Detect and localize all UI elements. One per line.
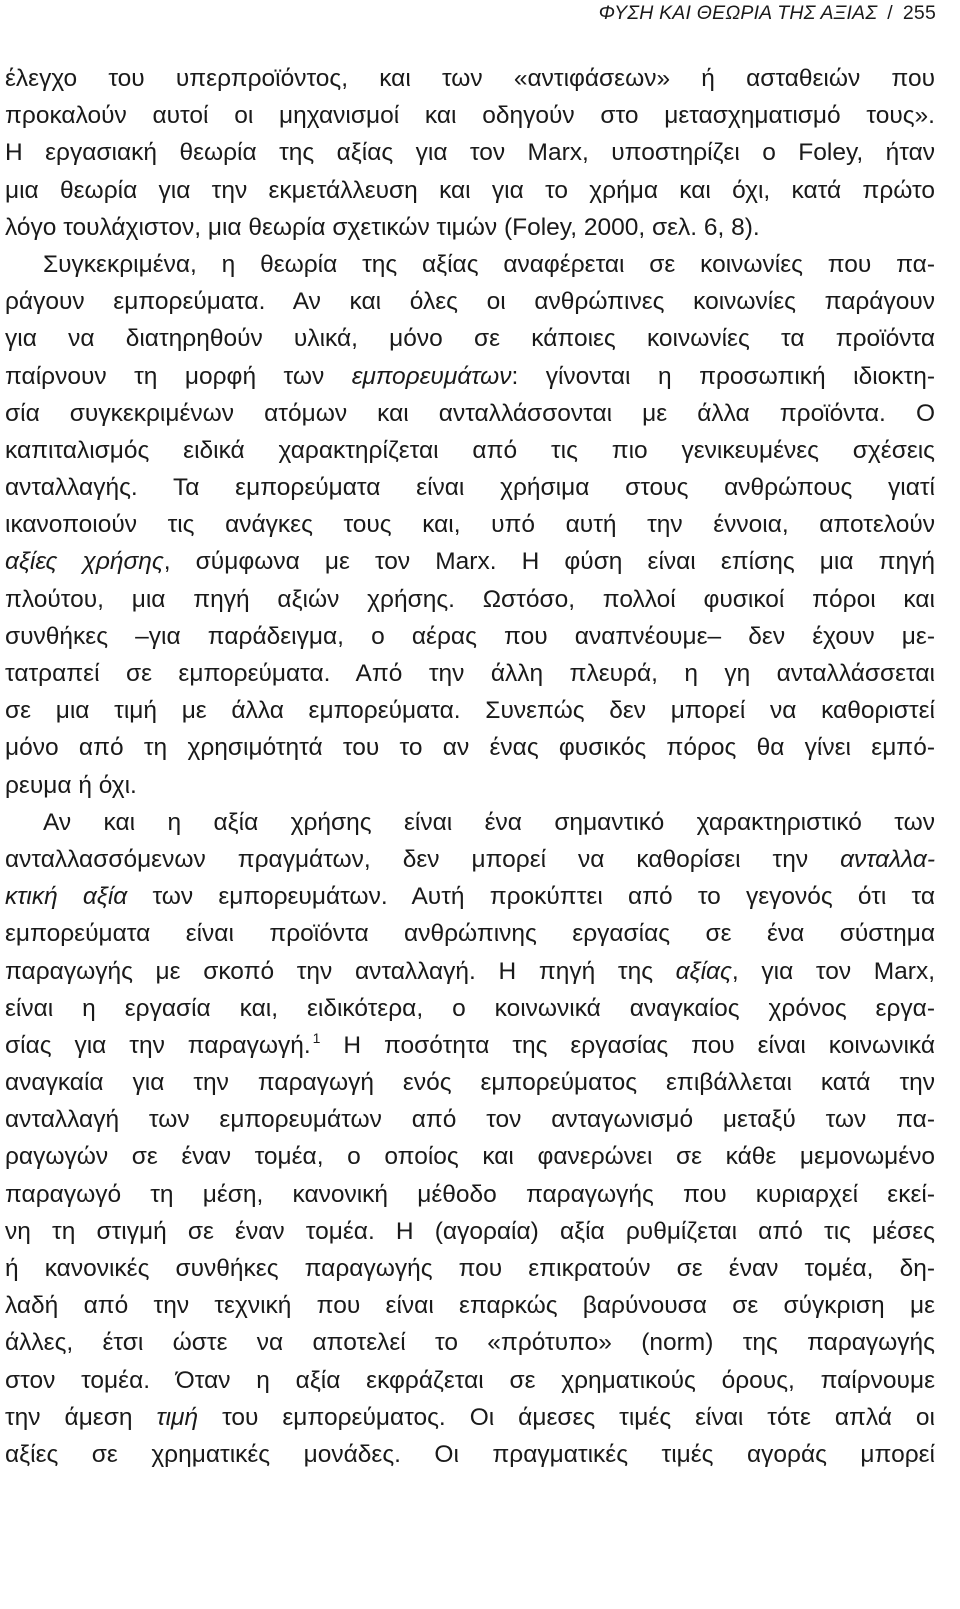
text-segment: πλούτου, μια πηγή αξιών χρήσης. Ωστόσο, πολλοί φυσικοί πόροι και	[5, 585, 935, 613]
text-line	[5, 1027, 935, 1064]
running-title: ΦΥΣΗ ΚΑΙ ΘΕΩΡΙΑ ΤΗΣ ΑΞΙΑΣ	[598, 2, 878, 24]
text-line	[5, 506, 935, 543]
footnote-marker: 1	[312, 1029, 321, 1046]
text-segment: Η εργασιακή θεωρία της αξίας για τον Marx, υποστηρίζει ο Foley, ήταν	[5, 139, 935, 167]
text-segment: ράγουν εμπορεύματα. Αν και όλες οι ανθρώπινες κοινωνίες παράγουν	[5, 288, 935, 316]
text-line	[5, 395, 935, 432]
text-line	[5, 1213, 935, 1250]
text-segment: σε μια τιμή με άλλα εμπορεύματα. Συνεπώς δεν μπορεί να καθοριστεί	[5, 697, 935, 725]
text-segment: αναγκαία για την παραγωγή ενός εμπορεύματος επιβάλλεται κατά την	[5, 1069, 935, 1097]
text-segment: είναι η εργασία και, ειδικότερα, ο κοινωνικά αναγκαίος χρόνος εργα-	[5, 994, 935, 1022]
text-line	[5, 246, 935, 283]
italic-text: εμπορευμάτων	[351, 362, 512, 390]
text-segment: άλλες, έτσι ώστε να αποτελεί το «πρότυπο» (norm) της παραγωγής	[5, 1329, 935, 1357]
text-line	[5, 1324, 935, 1361]
page-number: 255	[902, 2, 936, 24]
text-segment: για να διατηρηθούν υλικά, μόνο σε κάποιες κοινωνίες τα προϊόντα	[5, 325, 935, 353]
text-line	[5, 134, 935, 171]
text-segment: αξίες σε χρηματικές μονάδες. Οι πραγματικές τιμές αγοράς μπορεί	[5, 1440, 935, 1468]
text-segment: Η ποσότητα της εργασίας που είναι κοινωνικά	[320, 1031, 935, 1059]
text-segment: σία συγκεκριμένων ατόμων και ανταλλάσσονται με άλλα προϊόντα. Ο	[5, 399, 935, 427]
header-separator: /	[887, 2, 893, 24]
text-line	[5, 1362, 935, 1399]
text-line	[5, 692, 935, 729]
text-segment: ανταλλαγή των εμπορευμάτων από τον ανταγωνισμό μεταξύ των πα-	[5, 1106, 935, 1134]
italic-text: ανταλλα-	[840, 845, 935, 873]
text-line	[5, 618, 935, 655]
text-line	[5, 1138, 935, 1175]
text-segment: την άμεση	[5, 1403, 157, 1431]
text-line	[5, 878, 935, 915]
text-segment: , σύμφωνα με τον Marx. Η φύση είναι επίσης μια πηγή	[163, 548, 935, 576]
body-text	[5, 60, 935, 1473]
text-line	[5, 60, 935, 97]
text-line	[5, 953, 935, 990]
text-segment: μια θεωρία για την εκμετάλλευση και για το χρήμα και όχι, κατά πρώτο	[5, 176, 935, 204]
text-line	[5, 1250, 935, 1287]
text-line	[5, 990, 935, 1027]
text-segment: ή κανονικές συνθήκες παραγωγής που επικρατούν σε έναν τομέα, δη-	[5, 1255, 935, 1282]
text-segment: νη τη στιγμή σε έναν τομέα. Η (αγοραία) αξία ρυθμίζεται από τις μέσες	[5, 1217, 935, 1245]
text-line	[5, 283, 935, 320]
text-segment: των εμπορευμάτων. Αυτή προκύπτει από το γεγονός ότι τα	[127, 883, 935, 911]
italic-text: τιμή	[156, 1403, 199, 1431]
italic-text: αξίας	[675, 957, 732, 985]
text-line	[5, 1064, 935, 1101]
text-segment: , για τον Marx,	[731, 957, 935, 985]
text-segment: Συγκεκριμένα, η θεωρία της αξίας αναφέρεται σε κοινωνίες που πα-	[43, 250, 935, 278]
text-line	[5, 581, 935, 618]
text-segment: τατραπεί σε εμπορεύματα. Από την άλλη πλευρά, η γη ανταλλάσσεται	[5, 660, 935, 687]
text-line	[5, 320, 935, 357]
text-segment: σίας για την παραγωγή.	[5, 1031, 311, 1059]
text-line	[5, 1436, 935, 1473]
text-segment: έλεγχο του υπερπροϊόντος, και των «αντιφάσεων» ή ασταθειών που	[5, 65, 935, 92]
text-segment: : γίνονται η προσωπική ιδιοκτη-	[511, 362, 935, 390]
text-segment: ικανοποιούν τις ανάγκες τους και, υπό αυτή την έννοια, αποτελούν	[5, 511, 935, 539]
text-line	[5, 1176, 935, 1213]
running-header	[0, 0, 936, 30]
italic-text: αξίες χρήσης	[5, 548, 164, 576]
text-segment: εμπορεύματα είναι προϊόντα ανθρώπινης εργασίας σε ένα σύστημα	[5, 920, 935, 948]
text-line	[5, 543, 935, 580]
text-line	[5, 1399, 935, 1436]
text-line	[5, 1101, 935, 1138]
text-line	[5, 172, 935, 209]
text-segment: του εμπορεύματος. Οι άμεσες τιμές είναι τότε απλά οι	[198, 1403, 935, 1431]
text-segment: παίρνουν τη μορφή των	[5, 362, 352, 390]
text-line	[5, 729, 935, 766]
text-segment: ανταλλασσόμενων πραγμάτων, δεν μπορεί να καθορίσει την	[5, 845, 841, 873]
text-line	[5, 97, 935, 134]
text-line	[5, 804, 935, 841]
italic-text: κτική αξία	[5, 883, 128, 911]
text-line	[5, 469, 935, 506]
text-line	[5, 655, 935, 692]
text-segment: καπιταλισμός ειδικά χαρακτηρίζεται από τις πιο γενικευμένες σχέσεις	[5, 436, 935, 464]
text-segment: παραγωγό τη μέση, κανονική μέθοδο παραγωγής που κυριαρχεί εκεί-	[5, 1180, 935, 1208]
text-segment: ανταλλαγής. Τα εμπορεύματα είναι χρήσιμα στους ανθρώπους γιατί	[5, 474, 935, 502]
text-line	[5, 432, 935, 469]
text-segment: στον τομέα. Όταν η αξία εκφράζεται σε χρηματικούς όρους, παίρνουμε	[5, 1366, 935, 1394]
text-line	[5, 1287, 935, 1324]
text-segment: λόγο τουλάχιστον, μια θεωρία σχετικών τιμών (Foley, 2000, σελ. 6, 8).	[5, 213, 760, 241]
text-line	[5, 915, 935, 952]
text-line	[5, 209, 935, 246]
text-line	[5, 841, 935, 878]
text-segment: μόνο από τη χρησιμότητά του το αν ένας φυσικός πόρος θα γίνει εμπό-	[5, 734, 935, 762]
text-line	[5, 767, 935, 804]
text-segment: παραγωγής με σκοπό την ανταλλαγή. Η πηγή της	[5, 957, 676, 985]
text-segment: Αν και η αξία χρήσης είναι ένα σημαντικό χαρακτηριστικό των	[43, 808, 935, 836]
text-line	[5, 358, 935, 395]
text-segment: ρευμα ή όχι.	[5, 771, 137, 799]
text-segment: συνθήκες –για παράδειγμα, ο αέρας που αναπνέουμε– δεν έχουν με-	[5, 622, 935, 650]
text-segment: λαδή από την τεχνική που είναι επαρκώς βαρύνουσα σε σύγκριση με	[5, 1292, 935, 1320]
text-segment: ραγωγών σε έναν τομέα, ο οποίος και φανερώνει σε κάθε μεμονωμένο	[5, 1143, 935, 1171]
text-segment: προκαλούν αυτοί οι μηχανισμοί και οδηγούν στο μετασχηματισμό τους».	[5, 102, 935, 130]
